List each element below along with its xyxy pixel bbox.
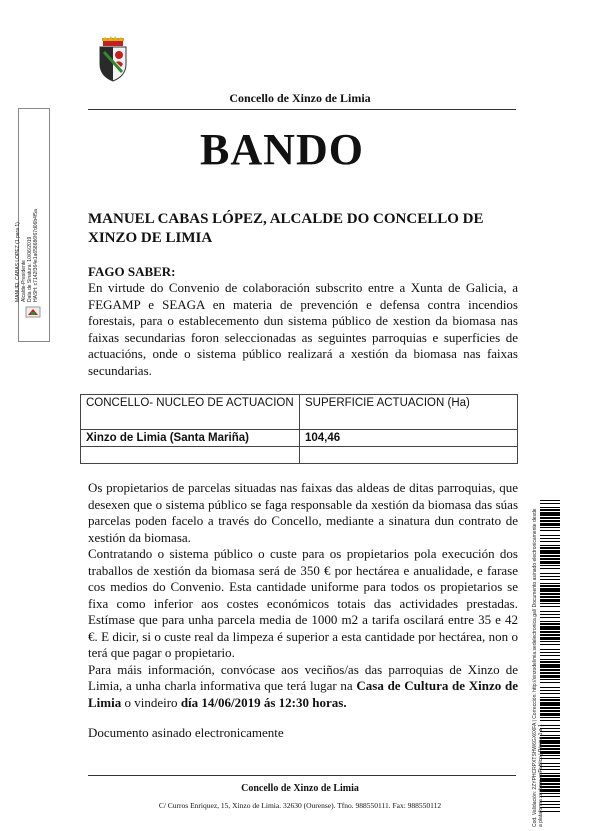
table-cell: Xinzo de Limia (Santa Mariña) [81,430,300,447]
mayor-line: MANUEL CABAS LÓPEZ, ALCALDE DO CONCELLO DE XINZO DE LIMIA [88,211,484,246]
info-paragraph [88,662,518,712]
cost-paragraph: Contratando o sistema público o custe para os propietarios pola execución dos traballos de xestión da biomasa será de 350 € por hectárea e anualidade, e farase cos medios do Convenio. Esta cantidade uniforme para todos os propietarios se fixa como inferior aos costes económicos totais das actividades prestadas. Estímase que para unha parcela media de 1000 m2 a tarifa oscilará entre 35 e 42 €. E dicir, si o custe real da limpeza é superior a esta cantidade por hectárea, non o terá que pagar o propietario. [88,546,518,660]
verification-text: Cod. Validación: 2ZYPHCRPXTSHW6GX6XFA | Corrección: http://xinzodelimia.sedelectronica.gal/ Documento asinado electronicamente desde a plataforma xestiona esPublico | Páxina 1 a 1 [532,508,544,827]
signature-seal-icon [25,306,41,318]
signature-text [15,132,39,302]
signature-line: HASH: c7142f364e1a658686f67d06b4f5a [33,209,39,302]
info-text-2: o vindeiro [121,694,181,710]
signed-note: Documento asinado electronicamente [88,725,284,740]
table-empty-row [81,447,518,464]
owners-paragraph: Os propietarios de parcelas situadas nas faixas das aldeas de ditas parroquias, que desexen que o sistema público se faga responsable da xestión da biomasa das súas parcelas poden facelo a través do Concello, mediante a sinatura dun contrato de xestión da biomasa. [88,480,518,545]
fago-saber-label: FAGO SABER: [88,264,176,279]
footer-divider [88,775,516,776]
table-header-cell: CONCELLO- NUCLEO DE ACTUACION [81,395,300,430]
table-header-row [81,395,518,430]
table-cell: 104,46 [300,430,518,447]
info-place: Casa de Cultura de Xinzo de Limia [88,678,518,710]
actuation-table [80,394,518,464]
table-cell [81,447,300,464]
info-text: Para máis información, convócase aos veciños/as das parroquias de Xinzo de Limia, a unha charla informativa que terá lugar na [88,661,518,693]
intro-paragraph: En virtude do Convenio de colaboración subscrito entre a Xunta de Galicia, a FEGAMP e SEAGA en materia de prevención e defensa contra incendios forestais, para o establecemento dun sistema público de xestion da biomasa nas faixas secundarias foron seleccionadas as seguintes parroquias e superficies de actuacións, onde o sistema público realizará a xestión da biomasa nas faixas secundarias. [88,280,518,378]
table-cell [300,447,518,464]
info-date: día 14/06/2019 ás 12:30 horas. [180,694,347,710]
table-header-cell: SUPERFICIE ACTUACION (Ha) [300,395,518,430]
header-title: Concello de Xinzo de Limia [229,91,371,105]
signature-line: Alcalde-Presidente [21,260,27,302]
signature-line: Data de Sinatura: 10/06/2019 [27,236,33,302]
body-text [88,480,518,711]
header-divider [88,109,516,110]
footer-address: C/ Curros Enriquez, 15, Xinzo de Limia. 32630 (Ourense). Tfno. 988550111. Fax: 988550112 [158,801,442,810]
municipal-crest-icon [96,36,130,82]
document-heading: BANDO [200,125,364,174]
table-row [81,430,518,447]
footer-title: Concello de Xinzo de Limia [241,783,359,794]
signature-line: MANUEL CABAS LOPEZ (1 para 1) [15,222,21,302]
